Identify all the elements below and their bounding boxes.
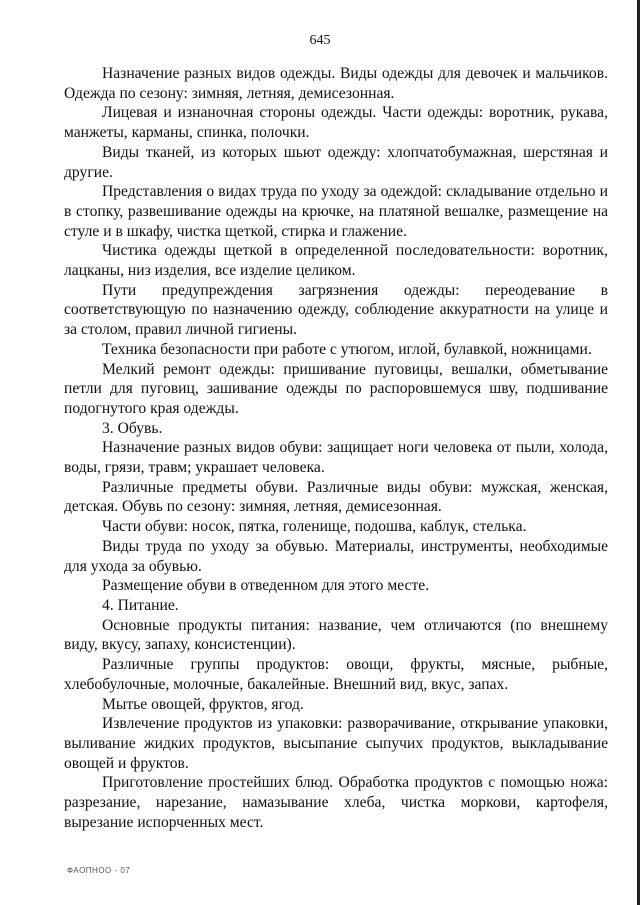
paragraph: Различные группы продуктов: овощи, фрукты, мясные, рыбные, хлебобулочные, молочные, бакалейные. Внешний вид, вкус, запах. <box>64 656 608 693</box>
paragraph: Части обуви: носок, пятка, голенище, подошва, каблук, стелька. <box>102 518 527 536</box>
paragraph: Мелкий ремонт одежды: пришивание пуговицы, вешалки, обметывание петли для пуговиц, зашивание одежды по распоровшемуся шву, подшивание подогнутого края одежды. <box>64 360 608 417</box>
paragraph: Различные предметы обуви. Различные виды обуви: мужская, женская, детская. Обувь по сезону: зимняя, летняя, демисезонная. <box>64 478 608 516</box>
paragraph: Назначение разных видов одежды. Виды одежды для девочек и мальчиков. Одежда по сезону: зимняя, летняя, демисезонная. <box>64 65 608 102</box>
paragraph: Виды труда по уходу за обувью. Материалы, инструменты, необходимые для ухода за обувью. <box>64 537 608 575</box>
paragraph: Представления о видах труда по уходу за одеждой: складывание отдельно и в стопку, развешивание одежды на крючке, на платяной вешалке, размещение на стуле и в шкафу, чистка щеткой, стирка и глажение. <box>64 183 608 240</box>
section-heading: 3. Обувь. <box>102 419 163 437</box>
paragraph: Размещение обуви в отведенном для этого месте. <box>102 577 430 595</box>
paragraph: Пути предупреждения загрязнения одежды: переодевание в соответствующую по назначению одежду, соблюдение аккуратности на улице и за столом, правил личной гигиены. <box>64 281 608 339</box>
footer-document-code: ФАОПНОО - 07 <box>67 866 131 875</box>
paragraph: Основные продукты питания: название, чем отличаются (по внешнему виду, вкусу, запаху, консистенции). <box>64 616 608 654</box>
section-heading: 4. Питание. <box>102 596 179 614</box>
paragraph: Извлечение продуктов из упаковки: разворачивание, открывание упаковки, выливание жидких продуктов, высыпание сыпучих продуктов, выкладывание овощей и фруктов. <box>64 715 608 772</box>
paragraph: Чистика одежды щеткой в определенной последовательности: воротник, лацканы, низ изделия, все изделие целиком. <box>64 242 608 280</box>
paragraph: Приготовление простейших блюд. Обработка продуктов с помощью ножа: разрезание, нарезание, намазывание хлеба, чистка моркови, картофеля, вырезание испорченных мест. <box>64 774 608 831</box>
paragraph: Виды тканей, из которых шьют одежду: хлопчатобумажная, шерстяная и другие. <box>64 143 608 181</box>
paragraph: Назначение разных видов обуви: защищает ноги человека от пыли, холода, воды, грязи, травм; украшает человека. <box>64 439 608 477</box>
paragraph: Техника безопасности при работе с утюгом, иглой, булавкой, ножницами. <box>102 340 592 358</box>
page-number: 645 <box>309 33 331 48</box>
body-text <box>64 64 608 832</box>
paragraph: Мытье овощей, фруктов, ягод. <box>102 695 304 713</box>
paragraph: Лицевая и изнаночная стороны одежды. Части одежды: воротник, рукава, манжеты, карманы, спинка, полочки. <box>64 104 608 142</box>
